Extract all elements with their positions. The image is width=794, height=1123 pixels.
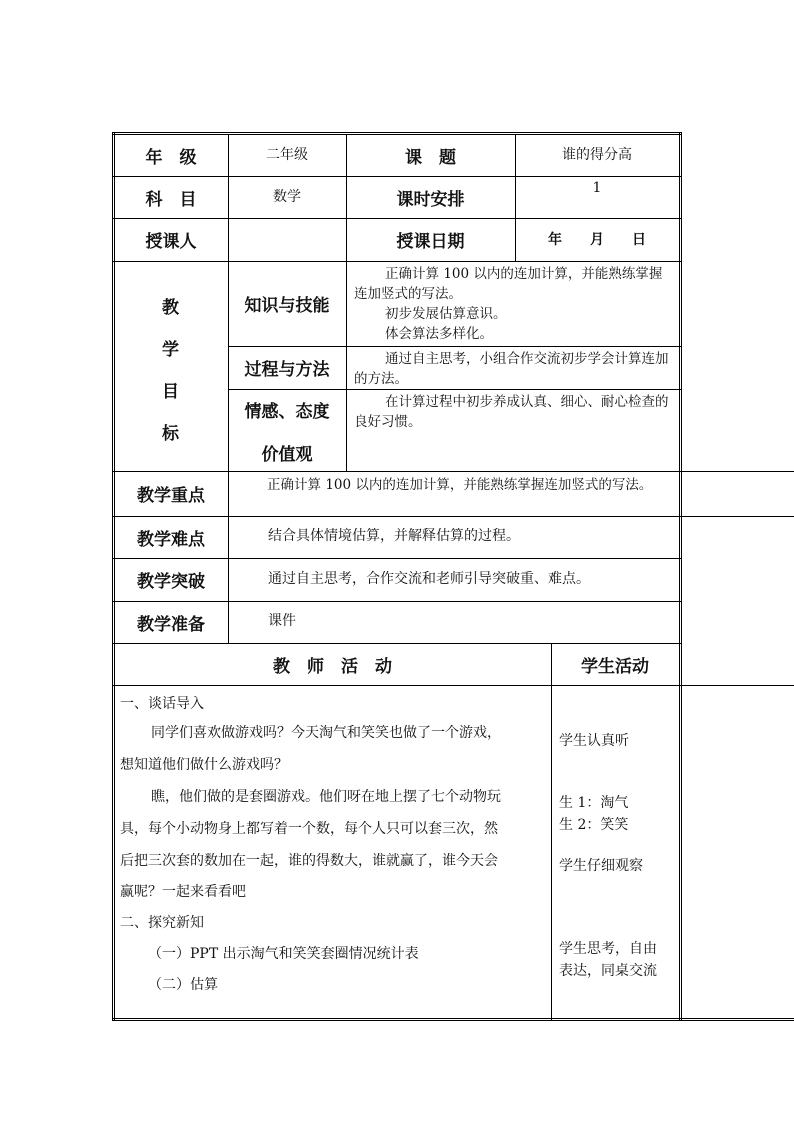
student-line: 学生思考，自由 xyxy=(559,941,657,957)
knowledge-text xyxy=(348,262,679,346)
hours-value: 1 xyxy=(592,180,602,196)
teacher-line: 同学们喜欢做游戏吗？今天淘气和笑笑也做了一个游戏， xyxy=(151,725,501,741)
student-line: 学生仔细观察 xyxy=(559,858,643,874)
topic-value: 谁的得分高 xyxy=(562,147,632,163)
grade-label: 年 级 xyxy=(145,147,197,168)
student-line: 生 1：淘气 xyxy=(559,795,629,811)
student-line: 生 2：笑笑 xyxy=(559,817,629,833)
prep-text: 课件 xyxy=(268,613,296,629)
emotion-label-line2: 价值观 xyxy=(261,445,313,465)
objectives-char: 教 xyxy=(162,298,179,318)
key-label: 教学重点 xyxy=(137,486,205,506)
subject-label: 科 目 xyxy=(145,189,197,210)
teacher-line: 二、探究新知 xyxy=(120,915,204,931)
teacher-label: 授课人 xyxy=(145,232,197,252)
objectives-char: 目 xyxy=(162,382,179,402)
key-text: 正确计算 100 以内的连加计算，并能熟练掌握连加竖式的写法。 xyxy=(267,477,653,493)
teacher-line: 具，每个小动物身上都写着一个数，每个人只可以套三次，然 xyxy=(120,821,498,837)
date-label: 授课日期 xyxy=(396,232,465,252)
teacher-line: 瞧，他们做的是套圈游戏。他们呀在地上摆了七个动物玩 xyxy=(151,789,501,805)
difficult-text: 结合具体情境估算，并解释估算的过程。 xyxy=(268,528,520,544)
teacher-line: （二）估算 xyxy=(148,977,218,993)
date-value: 年 月 日 xyxy=(548,231,646,248)
prep-label: 教学准备 xyxy=(137,614,205,635)
emotion-text: 在计算过程中初步养成认真、细心、耐心检查的良好习惯。 xyxy=(354,394,669,430)
student-activity-header: 学生活动 xyxy=(581,656,649,677)
teacher-line: 后把三次套的数加在一起，谁的得数大，谁就赢了，谁今天会 xyxy=(120,853,498,869)
process-text: 通过自主思考，小组合作交流初步学会计算连加的方法。 xyxy=(354,351,669,387)
grade-value: 二年级 xyxy=(266,147,308,163)
hours-label: 课时安排 xyxy=(396,189,465,210)
teacher-line: 想知道他们做什么游戏吗？ xyxy=(120,757,288,773)
difficult-label: 教学难点 xyxy=(137,529,205,550)
breakthrough-text: 通过自主思考，合作交流和老师引导突破重、难点。 xyxy=(268,571,590,587)
emotion-label-line1: 情感、态度 xyxy=(244,402,330,422)
knowledge-line: 体会算法多样化。 xyxy=(385,326,494,342)
teacher-line: 一、谈话导入 xyxy=(120,696,204,712)
topic-label: 课 题 xyxy=(405,147,456,168)
process-label: 过程与方法 xyxy=(244,360,330,380)
knowledge-line: 初步发展估算意识。 xyxy=(385,306,507,322)
objectives-char: 学 xyxy=(162,340,179,360)
teacher-line: 赢呢？一起来看看吧 xyxy=(120,884,246,900)
student-line: 表达，同桌交流 xyxy=(559,963,657,979)
objectives-char: 标 xyxy=(162,424,179,444)
knowledge-line: 正确计算 100 以内的连加计算，并能熟练掌握连加竖式的写法。 xyxy=(354,266,663,302)
knowledge-label: 知识与技能 xyxy=(244,296,330,316)
teacher-value xyxy=(228,218,346,261)
student-line: 学生认真听 xyxy=(559,733,629,749)
teacher-line: （一）PPT 出示淘气和笑笑套圈情况统计表 xyxy=(148,946,419,962)
teacher-activity-header: 教 师 活 动 xyxy=(273,656,392,677)
subject-value: 数学 xyxy=(273,189,301,205)
breakthrough-label: 教学突破 xyxy=(137,572,205,592)
